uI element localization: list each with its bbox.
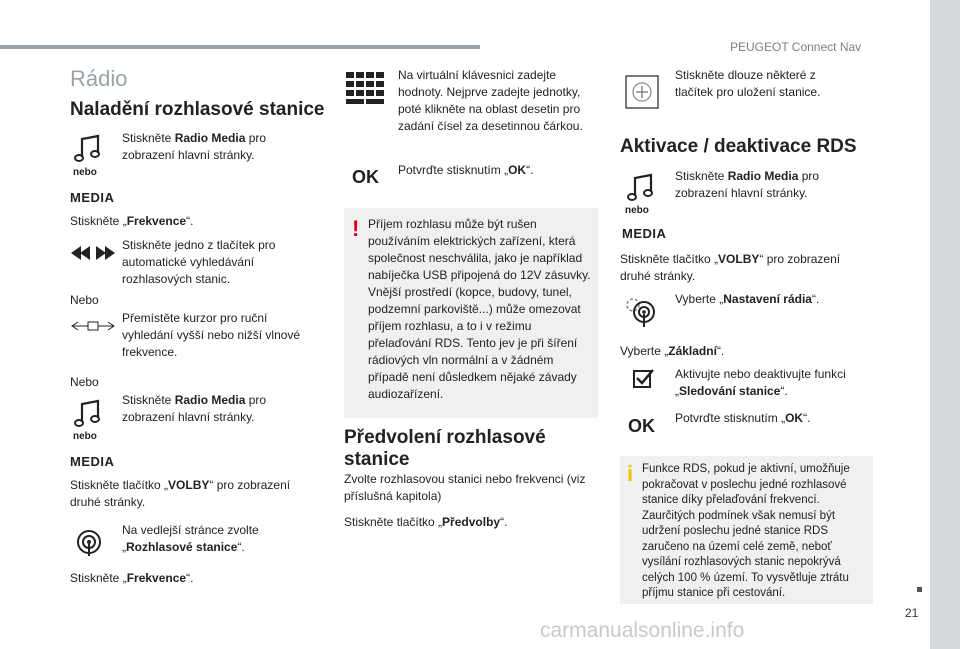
secondary-page-text: Na vedlejší stránce zvolte „Rozhlasové stanice“.: [122, 523, 259, 554]
or-label: Nebo: [70, 293, 99, 307]
or-label: Nebo: [70, 375, 99, 389]
page-marker: [917, 587, 922, 592]
media-label: MEDIA: [70, 454, 115, 469]
heading-presets: Předvolení rozhlasové stanice: [344, 427, 546, 470]
keyboard-icon: [346, 72, 386, 104]
media-label: MEDIA: [70, 190, 115, 205]
watermark: carmanualsonline.info: [540, 619, 745, 642]
header-title: PEUGEOT Connect Nav: [730, 40, 862, 54]
step-frekvence: Stiskněte „Frekvence“.: [70, 214, 194, 228]
slider-icon: [70, 320, 116, 332]
info-icon: i: [627, 461, 634, 486]
step-frekvence: Stiskněte „Frekvence“.: [70, 571, 194, 585]
nebo-label: nebo: [625, 205, 649, 216]
nebo-label: nebo: [73, 167, 97, 178]
step-volby: Stiskněte tlačítko „VOLBY“ pro zobrazení druhé stránky.: [70, 478, 291, 509]
confirm-ok-text: Potvrďte stisknutím „OK“.: [675, 411, 811, 425]
header-rule: [0, 45, 480, 49]
basic-text: Vyberte „Základní“.: [620, 344, 725, 358]
add-preset-icon: [625, 75, 659, 109]
section-title: Rádio: [70, 66, 128, 91]
save-preset-text: Stiskněte dlouze některé z tlačítek pro uložení stanice.: [675, 68, 821, 99]
seek-arrows-icon: [71, 246, 115, 260]
page-edge-strip: [930, 0, 960, 649]
checkbox-icon: [633, 368, 655, 388]
step-radio-media: Stiskněte Radio Media pro zobrazení hlavní stránky.: [675, 169, 820, 200]
info-text: Funkce RDS, pokud je aktivní, umožňuje pokračovat v poslechu jedné rozhlasové stanice díky přelaďování frekvencí. Zaurčitých podmínek však nemusí být udržení poslechu jedné stanice RDS zaručeno na území celé země, neboť vysílání rozhlasových stanic nepokrývá celých 100 % území. To vysvětluje ztrátu příjmu stanice při cestování.: [642, 463, 850, 599]
radio-antenna-icon: [76, 529, 102, 557]
ok-label: OK: [352, 167, 379, 187]
warning-text: Příjem rozhlasu může být rušen používáním elektrických zařízení, která společnost neschválila, jako je například nabíječka USB připojená do 12V zásuvky. Vnější prostředí (kopce, budovy, tunel, podzemní parkoviště...) může omezovat příjem rozhlasu, a to i v režimu přelaďování RDS. Tento jev je při šíření rádiových vln normální a v žádném případě není důsledkem nějaké závady audiozařízení.: [368, 217, 591, 401]
settings-text: Vyberte „Nastavení rádia“.: [675, 292, 820, 306]
keyboard-text: Na virtuální klávesnici zadejte hodnoty. Nejprve zadejte jednotky, poté klikněte na oblast desetin pro zadání čísel za desetinnou čárkou.: [398, 68, 583, 133]
station-tracking-text: Aktivujte nebo deaktivujte funkci „Sledování stanice“.: [675, 367, 846, 398]
nebo-label: nebo: [73, 431, 97, 442]
heading-rds: Aktivace / deaktivace RDS: [620, 136, 857, 157]
seek-text: Stiskněte jedno z tlačítek pro automatické vyhledávání rozhlasových stanic.: [122, 238, 276, 286]
music-note-icon: [74, 398, 104, 430]
warning-icon: !: [352, 216, 360, 241]
page-number: 21: [905, 606, 919, 620]
radio-settings-icon: [624, 296, 658, 328]
music-note-icon: [74, 133, 104, 165]
heading-tuning: Naladění rozhlasové stanice: [70, 99, 325, 120]
manual-text: Přemístěte kurzor pro ruční vyhledání vyšší nebo nižší vlnové frekvence.: [122, 311, 301, 359]
media-label: MEDIA: [622, 226, 667, 241]
step-radio-media: Stiskněte Radio Media pro zobrazení hlavní stránky.: [122, 131, 267, 162]
confirm-ok-text: Potvrďte stisknutím „OK“.: [398, 163, 534, 177]
music-note-icon: [627, 172, 657, 204]
step-volby: Stiskněte tlačítko „VOLBY“ pro zobrazení druhé stránky.: [620, 252, 841, 283]
step-radio-media: Stiskněte Radio Media pro zobrazení hlavní stránky.: [122, 393, 267, 424]
step-predvolby: Stiskněte tlačítko „Předvolby“.: [344, 515, 508, 529]
ok-label: OK: [628, 416, 655, 436]
select-station-text: Zvolte rozhlasovou stanici nebo frekvenci (viz příslušná kapitola): [344, 472, 586, 503]
